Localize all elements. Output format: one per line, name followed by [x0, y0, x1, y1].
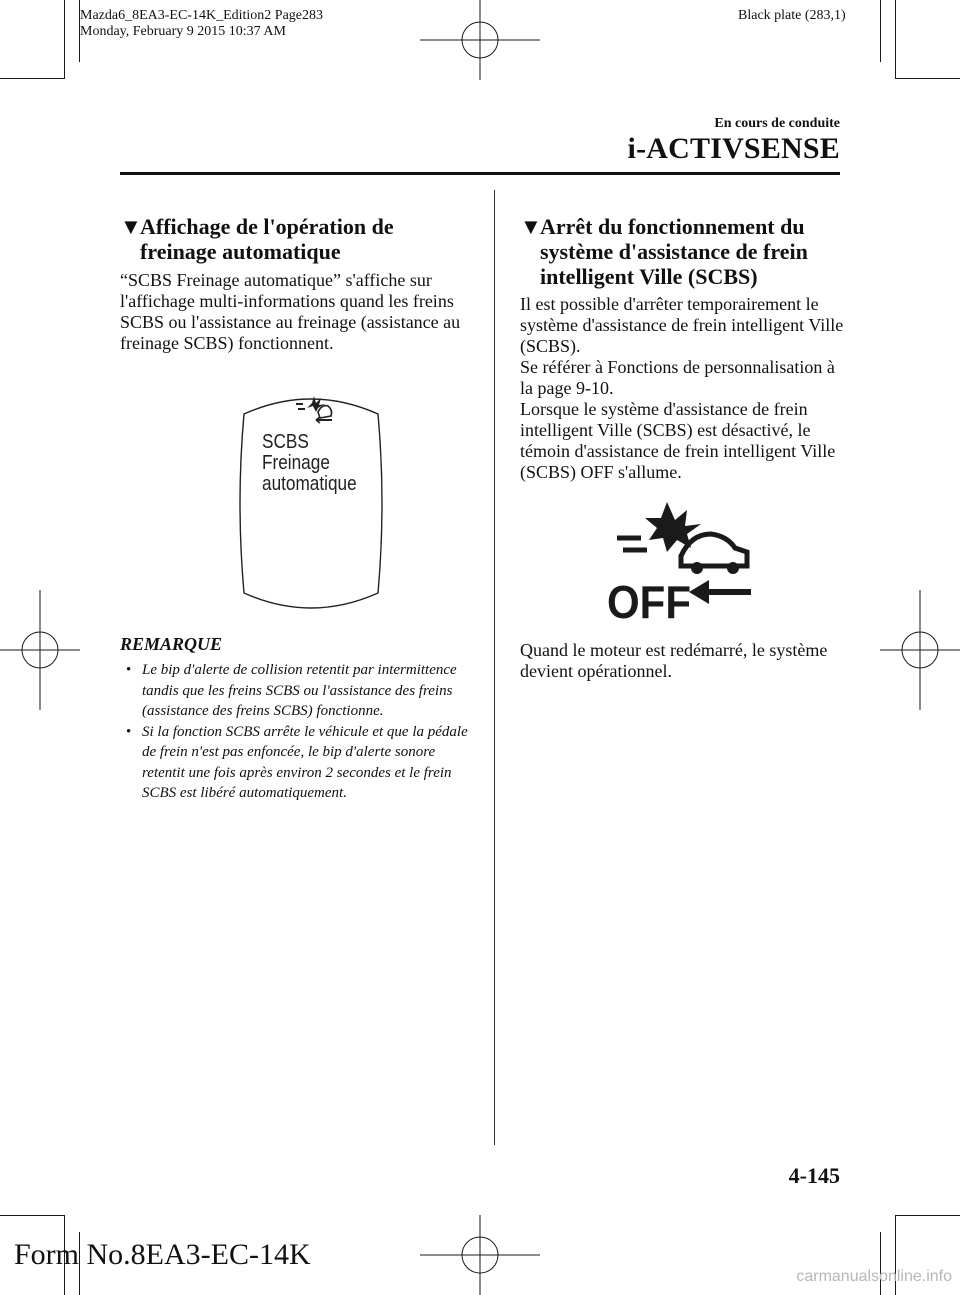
- collision-warning-icon: [294, 394, 336, 424]
- crop-mark: [895, 78, 960, 79]
- watermark: carmanualsonline.info: [796, 1268, 952, 1285]
- right-heading-text: Arrêt du fonctionnement du système d'assistance de frein intelligent Ville (SCBS): [540, 214, 808, 289]
- section-title: i-ACTIVSENSE: [627, 132, 840, 165]
- crop-mark: [0, 78, 65, 79]
- right-paragraph: Se référer à Fonctions de personnalisation à la page 9-10.: [520, 357, 835, 398]
- left-heading-text: Affichage de l'opération de freinage automatique: [140, 214, 394, 264]
- display-line: SCBS: [262, 431, 309, 453]
- off-icon-label: OFF: [607, 576, 691, 622]
- crop-mark: [0, 1215, 65, 1216]
- heading-marker-icon: ▼: [520, 214, 542, 239]
- page-number: 4-145: [788, 1163, 840, 1188]
- registration-mark-bottom: [420, 1215, 540, 1295]
- bullet-icon: •: [126, 662, 132, 678]
- multi-information-display: [236, 388, 386, 618]
- header-rule: [120, 172, 840, 175]
- section-label: En cours de conduite: [714, 116, 840, 131]
- date-line: Monday, February 9 2015 10:37 AM: [80, 24, 286, 39]
- registration-mark-left: [0, 590, 80, 710]
- note-text: Si la fonction SCBS arrête le véhicule et que la pédale de frein n'est pas enfoncée, le bip d'alerte sonore retentit une fois après environ 2 secondes et le frein SCBS est libéré automatiquement.: [142, 723, 468, 801]
- note-title: REMARQUE: [120, 634, 223, 654]
- display-line: Freinage: [262, 452, 330, 474]
- closing-block: [520, 640, 845, 682]
- closing-paragraph: Quand le moteur est redémarré, le système devient opérationnel.: [520, 640, 828, 681]
- scbs-off-graphic: [605, 500, 755, 622]
- scbs-off-warning-icon: [605, 500, 755, 622]
- plate-label: Black plate (283,1): [738, 8, 846, 23]
- right-heading: [520, 214, 845, 289]
- right-paragraph: Il est possible d'arrêter temporairement le système d'assistance de frein intelligent Ville (SCBS).: [520, 294, 844, 356]
- note-item: [120, 722, 480, 804]
- left-paragraph-block: [120, 270, 475, 354]
- registration-mark-top: [420, 0, 540, 80]
- crop-mark: [895, 1215, 960, 1216]
- crop-mark: [880, 0, 881, 62]
- column-divider: [494, 190, 495, 1145]
- right-heading-block: [520, 214, 845, 289]
- left-heading: [120, 214, 475, 264]
- note-item: [120, 660, 480, 722]
- form-number: Form No.8EA3-EC-14K: [14, 1238, 311, 1271]
- note-text: Le bip d'alerte de collision retentit par intermittence tandis que les freins SCBS ou l'assistance des freins (assistance des freins SCBS) fonctionne.: [142, 662, 457, 719]
- print-metadata: [80, 8, 323, 40]
- right-paragraph-block: [520, 294, 845, 483]
- right-paragraph: Lorsque le système d'assistance de frein intelligent Ville (SCBS) est désactivé, le témoin d'assistance de frein intelligent Ville (SCBS) OFF s'allume.: [520, 399, 836, 482]
- crop-mark: [895, 0, 896, 78]
- display-line: automatique: [262, 473, 357, 495]
- display-message: [262, 432, 357, 495]
- heading-marker-icon: ▼: [120, 214, 142, 239]
- bullet-icon: •: [126, 723, 132, 740]
- crop-mark: [64, 0, 65, 78]
- left-paragraph: “SCBS Freinage automatique” s'affiche sur l'affichage multi-informations quand les freins SCBS ou l'assistance au freinage (assistance au freinage SCBS) fonctionnent.: [120, 270, 461, 353]
- note-list: [120, 660, 480, 804]
- file-line: Mazda6_8EA3-EC-14K_Edition2 Page283: [80, 8, 324, 23]
- registration-mark-right: [880, 590, 960, 710]
- left-heading-block: [120, 214, 475, 264]
